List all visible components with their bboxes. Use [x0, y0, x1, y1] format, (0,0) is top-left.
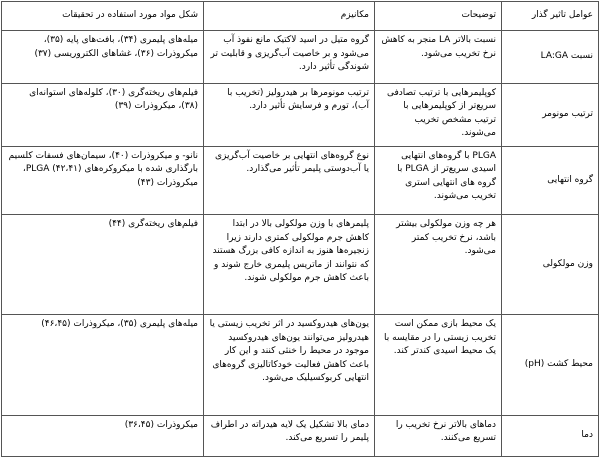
description-cell: کوپلیمرهایی با ترتیب تصادفی سریع‌تر از کوپلیمرهایی با ترتیب مشخص تخریب می‌شوند. — [375, 83, 502, 146]
header-factor: عوامل تاثیر گذار — [502, 2, 599, 31]
description-cell: PLGA با گروه‌های انتهایی اسیدی سریع‌تر از PLGA با گروه های انتهایی استری تخریب می‌شوند. — [375, 146, 502, 214]
materials-cell: نانو- و میکروذرات (۴۰)، سیمان‌های فسفات کلسیم بارگذاری شده با میکروکره‌های PLGA (۴۲،۴۱)، میکروذرات (۴۳) — [2, 146, 204, 214]
mechanism-cell: یون‌های هیدروکسید در اثر تخریب زیستی یا هیدرولیز می‌توانند یون‌های هیدروکسید موجود در محیط را خنثی کنند و این کار باعث کاهش فعالیت خودکاتالیزی گروه‌های انتهایی کربوکسیلیک می‌شود. — [204, 315, 375, 415]
mechanism-cell: دمای بالا تشکیل یک لایه هیدراته در اطراف پلیمر را تسریع می‌کند. — [204, 415, 375, 456]
table-row — [2, 83, 599, 146]
degradation-factors-table — [1, 1, 599, 457]
factor-cell: نسبت LA:GA — [502, 31, 599, 84]
mechanism-cell: نوع گروه‌های انتهایی بر خاصیت آب‌گریزی یا آب‌دوستی پلیمر تأثیر می‌گذارد. — [204, 146, 375, 214]
table-row — [2, 415, 599, 456]
materials-cell: فیلم‌های ریخته‌گری (۳۰)، کلوله‌های استوانه‌ای (۳۸)، میکروذرات (۳۹) — [2, 83, 204, 146]
factor-cell: گروه انتهایی — [502, 146, 599, 214]
description-cell: دماهای بالاتر نرخ تخریب را تسریع می‌کنند. — [375, 415, 502, 456]
table-row — [2, 31, 599, 84]
description-cell: هر چه وزن مولکولی بیشتر باشد، نرخ تخریب کمتر می‌شود. — [375, 215, 502, 315]
factor-cell: وزن مولکولی — [502, 215, 599, 315]
materials-cell: میکروذرات (۳۶،۴۵) — [2, 415, 204, 456]
factor-cell: دما — [502, 415, 599, 456]
mechanism-cell: گروه متیل در اسید لاکتیک مانع نفوذ آب می‌شود و بر خاصیت آب‌گریزی و قابلیت تر شوندگی تأثیر دارد. — [204, 31, 375, 84]
factor-cell: ترتیب مونومر — [502, 83, 599, 146]
header-row — [2, 2, 599, 31]
table-row — [2, 146, 599, 214]
header-mechanism: مکانیزم — [204, 2, 375, 31]
mechanism-cell: پلیمرهای با وزن مولکولی بالا در ابتدا کاهش جرم مولکولی کمتری دارند زیرا زنجیره‌ها هنوز به اندازه کافی بزرگ هستند که نتوانند از ماتریس پلیمری خارج شوند و باعث کاهش جرم مولکولی شوند. — [204, 215, 375, 315]
header-description: توضیحات — [375, 2, 502, 31]
description-cell: نسبت بالاتر LA منجر به کاهش نرخ تخریب می‌شود. — [375, 31, 502, 84]
mechanism-cell: ترتیب مونومرها بر هیدرولیز (تخریب با آب)، تورم و فرسایش تأثیر دارد. — [204, 83, 375, 146]
table-row — [2, 215, 599, 315]
description-cell: یک محیط بازی ممکن است تخریب زیستی را در مقایسه با یک محیط اسیدی کندتر کند. — [375, 315, 502, 415]
header-materials: شکل مواد مورد استفاده در تحقیقات — [2, 2, 204, 31]
table-row — [2, 315, 599, 415]
materials-cell: فیلم‌های ریخته‌گری (۴۴) — [2, 215, 204, 315]
materials-cell: میله‌های پلیمری (۳۴)، بافت‌های پایه (۳۵)، میکروذرات (۳۶)، غشاهای الکتروریسی (۳۷) — [2, 31, 204, 84]
materials-cell: میله‌های پلیمری (۳۵)، میکروذرات (۴۶،۴۵) — [2, 315, 204, 415]
factor-cell: محیط کشت (pH) — [502, 315, 599, 415]
